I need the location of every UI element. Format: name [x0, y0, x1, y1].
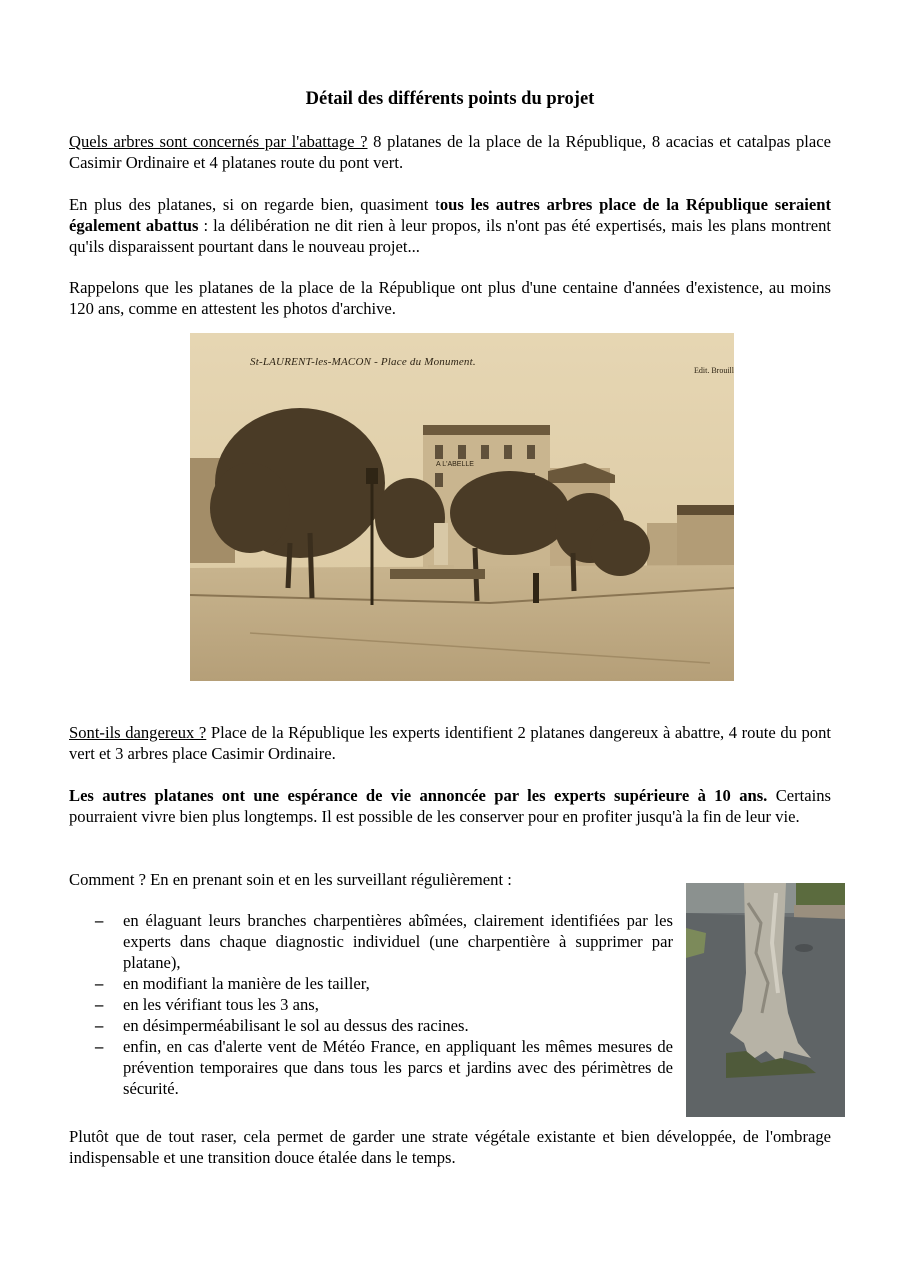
life-expectancy-text: Certains pourraient vivre bien plus longtemps. Il est possible de les conserver pour en profiter jusqu'à la fin de leur vie. [69, 786, 831, 826]
question-dangerous: Sont-ils dangereux ? [69, 723, 207, 742]
dash-bullet: – [95, 995, 104, 1014]
list-item: – en les vérifiant tous les 3 ans, [95, 995, 319, 1014]
dash-bullet: – [95, 1016, 104, 1035]
life-expectancy-bold: Les autres platanes ont une espérance de vie annoncée par les experts supérieure à 10 ans. [69, 786, 768, 805]
dash-bullet: – [95, 974, 104, 993]
paragraph-other-trees [69, 194, 831, 257]
paragraph-dangerous [69, 722, 831, 764]
paragraph-tree-age: Rappelons que les platanes de la place de la République ont plus d'une centaine d'années d'existence, au moins 120 ans, comme en attestent les photos d'archive. [69, 278, 831, 318]
tree-trunk-image [686, 883, 845, 1117]
care-measures-list [69, 910, 673, 1099]
list-item: – enfin, en cas d'alerte vent de Météo France, en appliquant les mêmes mesures de prévention temporaires que dans tous les parcs et jardins avec des périmètres de sécurité. [95, 1037, 673, 1098]
dash-bullet: – [95, 911, 104, 930]
list-item: – en modifiant la manière de les tailler, [95, 974, 370, 993]
paragraph-life-expectancy [69, 785, 831, 827]
paragraph-trees-concerned [69, 131, 831, 173]
postcard-sign: A L'ABELLE [436, 461, 474, 468]
other-trees-rest: : la délibération ne dit rien à leur propos, ils n'ont pas été expertisés, mais les plans montrent qu'ils disparaissent pourtant dans le nouveau projet... [69, 216, 831, 256]
other-trees-bold: ous les autres arbres place de la République seraient également abattus [69, 195, 831, 235]
postcard-editor: Edit. Brouill [694, 366, 734, 375]
paragraph-how: Comment ? En en prenant soin et en les surveillant régulièrement : [69, 870, 512, 889]
other-trees-intro: En plus des platanes, si on regarde bien, quasiment t [69, 195, 440, 214]
archive-postcard-photo [190, 333, 734, 681]
answer-dangerous: Place de la République les experts identifient 2 platanes dangereux à abattre, 4 route du pont vert et 3 arbres place Casimir Ordinaire. [69, 723, 831, 763]
list-item: – en élaguant leurs branches charpentières abîmées, clairement identifiées par les experts dans chaque diagnostic individuel (une charpentière à supprimer par platane), [95, 911, 673, 972]
plane-tree-trunk-photo [686, 883, 845, 1117]
dash-bullet: – [95, 1037, 104, 1056]
paragraph-conclusion: Plutôt que de tout raser, cela permet de garder une strate végétale existante et bien développée, de l'ombrage indispensable et une transition douce étalée dans le temps. [69, 1127, 831, 1167]
answer-trees-concerned: 8 platanes de la place de la République, 8 acacias et catalpas place Casimir Ordinaire et 4 platanes route du pont vert. [69, 132, 831, 172]
postcard-image [190, 333, 734, 681]
postcard-caption: St-LAURENT-les-MACON - Place du Monument. [250, 356, 476, 368]
page-title: Détail des différents points du projet [305, 89, 595, 109]
list-item: – en désimperméabilisant le sol au dessus des racines. [95, 1016, 469, 1035]
question-trees-concerned: Quels arbres sont concernés par l'abattage ? [69, 132, 368, 151]
